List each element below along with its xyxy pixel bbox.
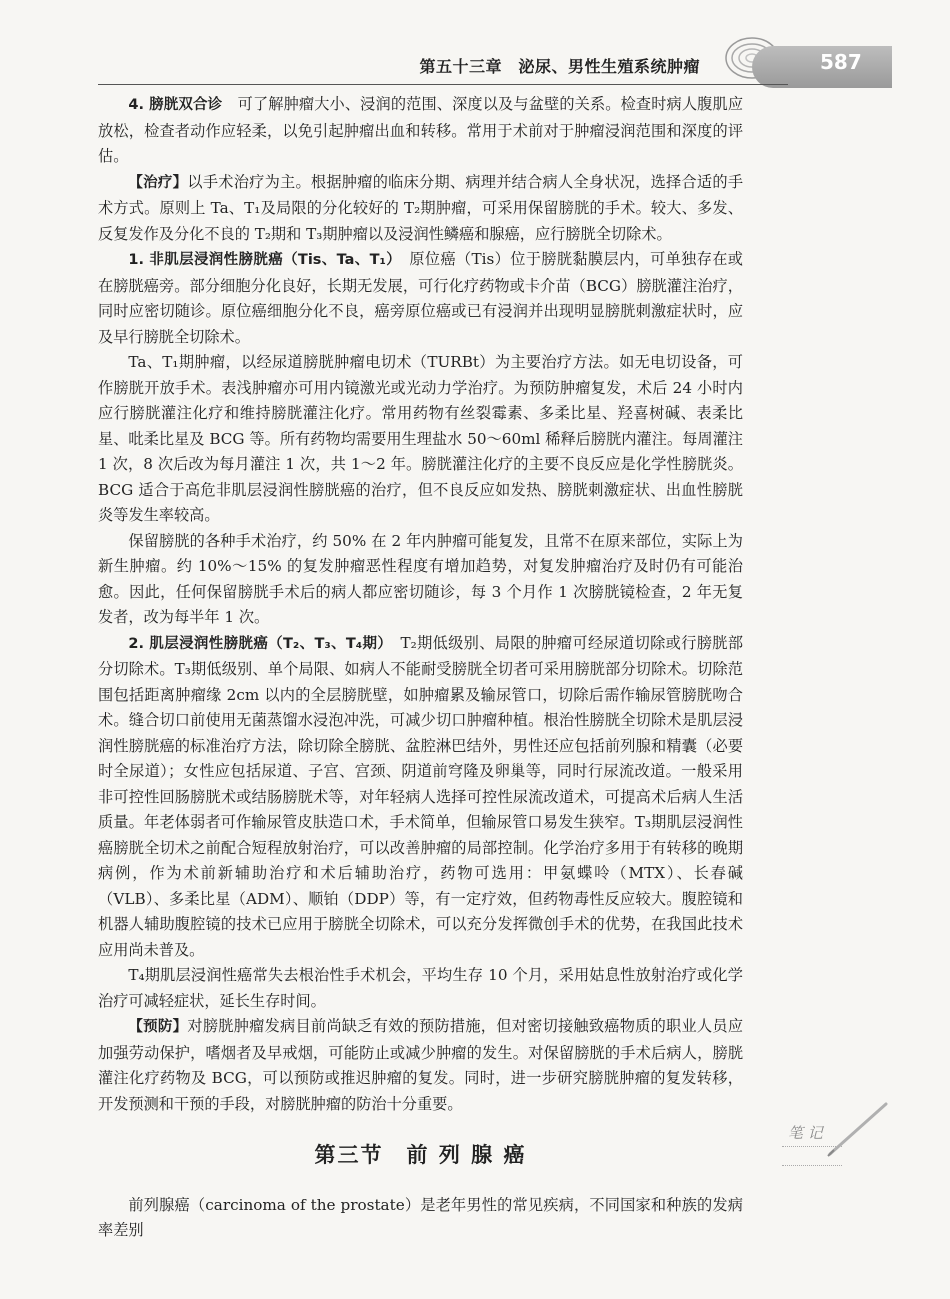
pen-icon bbox=[822, 1098, 892, 1158]
paragraph-t4-stage bbox=[98, 963, 743, 1014]
paragraph-text: 可了解肿瘤大小、浸润的范围、深度以及与盆壁的关系。检查时病人腹肌应放松，检查者动作应轻柔，以免引起肿瘤出血和转移。常用于术前对于肿瘤浸润范围和深度的评估。 bbox=[98, 95, 743, 165]
header-divider bbox=[98, 84, 788, 85]
page-header bbox=[0, 30, 950, 86]
paragraph-text: T₄期肌层浸润性癌常失去根治性手术机会，平均生存 10 个月，采用姑息性放射治疗或化学治疗可减轻症状，延长生存时间。 bbox=[98, 966, 743, 1010]
paragraph-heading: 2. 肌层浸润性膀胱癌（T₂、T₃、T₄期） bbox=[128, 635, 385, 652]
section-title bbox=[98, 1143, 743, 1169]
margin-notes bbox=[772, 1098, 892, 1178]
paragraph-text: 保留膀胱的各种手术治疗，约 50% 在 2 年内肿瘤可能复发，且常不在原来部位，实际上为新生肿瘤。约 10%～15% 的复发肿瘤恶性程度有增加趋势，对复发肿瘤治疗及时仍有可能治愈。因此，任何保留膀胱手术后的病人都应密切随诊，每 3 个月作 1 次膀胱镜检查，2 年无复发者，改为每半年 1 次。 bbox=[98, 531, 743, 626]
notes-label: 笔 记 bbox=[788, 1124, 823, 1142]
paragraph-text: 对膀胱肿瘤发病目前尚缺乏有效的预防措施，但对密切接触致癌物质的职业人员应加强劳动保护，嗜烟者及早戒烟，可能防止或减少肿瘤的发生。对保留膀胱的手术后病人，膀胱灌注化疗药物及 BCG，可以预防或推迟肿瘤的复发。同时，进一步研究膀胱肿瘤的复发转移，开发预测和干预的手段，对膀胱肿瘤的防治十分重要。 bbox=[98, 1017, 744, 1113]
page-number: 587 bbox=[820, 50, 862, 74]
paragraph-heading: 【预防】 bbox=[128, 1019, 188, 1035]
paragraph-text: 前列腺癌（carcinoma of the prostate）是老年男性的常见疾病，不同国家和种族的发病率差别 bbox=[98, 1195, 743, 1239]
paragraph-treatment bbox=[98, 170, 743, 248]
paragraph-prostate-intro bbox=[98, 1193, 743, 1244]
chapter-title: 第五十三章 泌尿、男性生殖系统肿瘤 bbox=[419, 57, 700, 76]
paragraph-heading: 【治疗】 bbox=[128, 174, 188, 191]
paragraph-heading: 1. 非肌层浸润性膀胱癌（Tis、Ta、T₁） bbox=[128, 252, 394, 268]
paragraph-text: Ta、T₁期肿瘤，以经尿道膀胱肿瘤电切术（TURBt）为主要治疗方法。如无电切设备，可作膀胱开放手术。表浅肿瘤亦可用内镜激光或光动力学治疗。为预防肿瘤复发，术后 24 小时内应行膀胱灌注化疗和维持膀胱灌注化疗。常用药物有丝裂霉素、多柔比星、羟喜树碱、表柔比星、吡柔比星及 BCG 等。所有药物均需要用生理盐水 50～60ml 稀释后膀胱内灌注。每周灌注 1 次，8 次后改为每月灌注 1 次，共 1～2 年。膀胱灌注化疗的主要不良反应是化学性膀胱炎。BCG 适合于高危非肌层浸润性膀胱癌的治疗，但不良反应如发热、膀胱刺激症状、出血性膀胱炎等发生率较高。 bbox=[98, 353, 743, 524]
paragraph-bladder-sparing bbox=[98, 529, 743, 631]
page-body bbox=[98, 92, 743, 1244]
paragraph-prevention bbox=[98, 1014, 743, 1117]
paragraph-ta-t1-tumor bbox=[98, 350, 743, 529]
paragraph-text: 以手术治疗为主。根据肿瘤的临床分期、病理并结合病人全身状况，选择合适的手术方式。原则上 Ta、T₁及局限的分化较好的 T₂期肿瘤，可采用保留膀胱的手术。较大、多发、反复发作及分化不良的 T₂期和 T₃期肿瘤以及浸润性鳞癌和腺癌，应行膀胱全切除术。 bbox=[98, 172, 744, 243]
paragraph-non-muscle-invasive bbox=[98, 247, 743, 350]
section-title-text: 第三节 前 列 腺 癌 bbox=[314, 1143, 527, 1167]
paragraph-text: T₂期低级别、局限的肿瘤可经尿道切除或行膀胱部分切除术。T₃期低级别、单个局限、如病人不能耐受膀胱全切者可采用膀胱部分切除术。切除范围包括距离肿瘤缘 2cm 以内的全层膀胱壁，如肿瘤累及输尿管口，切除后需作输尿管膀胱吻合术。缝合切口前使用无菌蒸馏水浸泡冲洗，可减少切口肿瘤种植。根治性膀胱全切除术是肌层浸润性膀胱癌的标准治疗方法，除切除全膀胱、盆腔淋巴结外，男性还应包括前列腺和精囊（必要时全尿道）；女性应包括尿道、子宫、宫颈、阴道前穹隆及卵巢等，同时行尿流改道。一般采用非可控性回肠膀胱术或结肠膀胱术等，对年轻病人选择可控性尿流改道术，可提高术后病人生活质量。年老体弱者可作输尿管皮肤造口术，手术简单，但输尿管口易发生狭窄。T₃期肌层浸润性癌膀胱全切术之前配合短程放射治疗，可以改善肿瘤的局部控制。化学治疗多用于有转移的晚期病例，作为术前新辅助治疗和术后辅助治疗，药物可选用：甲氨蝶呤（MTX）、长春碱（VLB）、多柔比星（ADM）、顺铂（DDP）等，有一定疗效，但药物毒性反应较大。腹腔镜和机器人辅助腹腔镜的技术已应用于膀胱全切除术，可以充分发挥微创手术的优势，在我国此技术应用尚未普及。 bbox=[98, 633, 744, 959]
paragraph-muscle-invasive bbox=[98, 631, 743, 964]
paragraph-heading: 4. 膀胱双合诊 bbox=[128, 97, 223, 113]
paragraph-bimanual-exam bbox=[98, 92, 743, 170]
paragraph-text: 原位癌（Tis）位于膀胱黏膜层内，可单独存在或在膀胱癌旁。部分细胞分化良好，长期无发展，可行化疗药物或卡介苗（BCG）膀胱灌注治疗，同时应密切随诊。原位癌细胞分化不良，癌旁原位癌或已有浸润并出现明显膀胱刺激症状时，应及早行膀胱全切除术。 bbox=[98, 250, 743, 346]
